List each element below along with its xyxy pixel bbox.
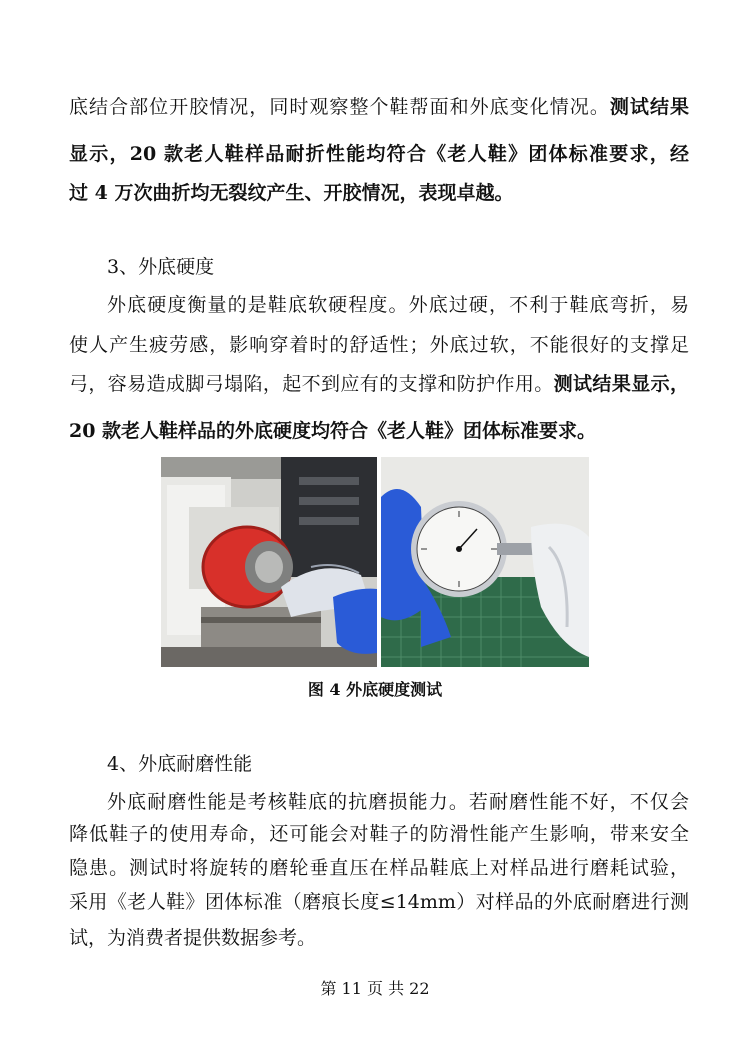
p1-line-2: 显示，20 款老人鞋样品耐折性能均符合《老人鞋》团体标准要求，经 [69,143,689,165]
p3-line-1: 外底耐磨性能是考核鞋底的抗磨损能力。若耐磨性能不好，不仅会 [107,791,689,813]
p3-line-5: 试，为消费者提供数据参考。 [69,927,317,949]
p2-line-3: 弓，容易造成脚弓塌陷，起不到应有的支撑和防护作用。测试结果显示， [69,373,689,395]
p2-line-2: 使人产生疲劳感，影响穿着时的舒适性；外底过软，不能很好的支撑足 [69,334,689,356]
p3-line-2: 降低鞋子的使用寿命，还可能会对鞋子的防滑性能产生影响，带来安全 [69,823,689,845]
p3-line-3: 隐患。测试时将旋转的磨轮垂直压在样品鞋底上对样品进行磨耗试验， [69,857,689,879]
figure-caption: 图 4 外底硬度测试 [307,680,443,699]
page-number-footer: 第 11 页 共 22 [320,979,430,998]
p2-line-4: 20 款老人鞋样品的外底硬度均符合《老人鞋》团体标准要求。 [69,420,597,442]
durometer-gauge-photo [381,457,589,667]
section-heading-4: 4、外底耐磨性能 [107,753,253,775]
section-heading-3: 3、外底硬度 [107,256,215,278]
abrasion-tester-photo [161,457,377,667]
p3-line-4: 采用《老人鞋》团体标准（磨痕长度≤14mm）对样品的外底耐磨进行测 [69,891,689,913]
p1-line-1: 底结合部位开胶情况，同时观察整个鞋帮面和外底变化情况。测试结果 [69,96,689,118]
p1-line-3: 过 4 万次曲折均无裂纹产生、开胶情况，表现卓越。 [69,182,514,204]
p2-line-1: 外底硬度衡量的是鞋底软硬程度。外底过硬，不利于鞋底弯折，易 [107,294,689,316]
